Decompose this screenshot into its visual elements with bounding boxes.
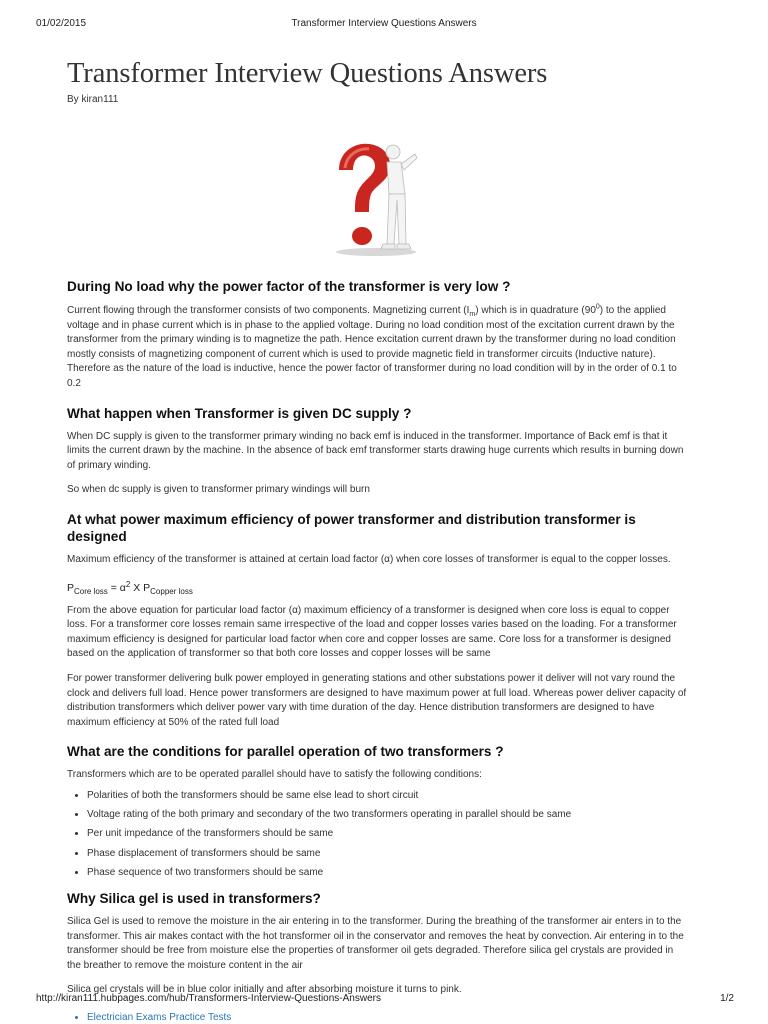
- paragraph: So when dc supply is given to transformer primary windings will burn: [67, 484, 370, 496]
- article: [67, 56, 687, 1023]
- section-heading: Why Silica gel is used in transformers?: [67, 891, 321, 907]
- section-heading: During No load why the power factor of the transformer is very low ?: [67, 279, 511, 294]
- section-parallel-operation: [67, 743, 687, 880]
- section-silica-gel: [67, 890, 687, 998]
- list-item: • Phase displacement of transformers should be same: [87, 847, 687, 861]
- section-power-factor: [67, 278, 687, 392]
- paragraph: Silica gel crystals will be in blue color initially and after absorbing moisture it turns to pink.: [67, 984, 462, 996]
- paragraph: From the above equation for particular load factor (α) maximum efficiency of a transformer is designed when core loss is equal to copper loss. For a transformer core losses remain same irrespective of the load and copper losses varies based on the loading. For a transformer maximum efficiency is designed for particular load factor when core and copper losses are same. Core loss for a transformer is designed based on the application of transformer so that both core losses and copper losses will be same: [67, 604, 677, 660]
- paragraph: For power transformer delivering bulk power employed in generating stations and other substations power it deliver will not vary round the clock and delivers full load. Hence power transformers are designed to have maximum power at full load. Whereas power deliver capacity of distribution transformers which deliver power vary with time duration of the day. Hence distribution transformers are designed to have maximum efficiency at 50% of the rated full load: [67, 672, 687, 728]
- paragraph: Silica Gel is used to remove the moisture in the air entering in to the transformer. During the breathing of the transformer air enters in to the transformer. This air makes contact with the hot transformer oil in the conservator and removes the heat by convection. Air entering in to the transformer should be free from moisture else the properties of transformer oil gets degraded. Therefore silica gel crystals are provided in the breather to remove the moisture content in the air: [67, 916, 684, 971]
- page-url: http://kiran111.hubpages.com/hub/Transformers-Interview-Questions-Answers: [36, 993, 381, 1004]
- byline: By kiran111: [67, 94, 119, 105]
- conditions-list: [67, 789, 687, 880]
- section-heading: At what power maximum efficiency of power transformer and distribution transformer is designed: [67, 511, 636, 544]
- electrician-exams-link[interactable]: Electrician Exams Practice Tests: [87, 1012, 232, 1024]
- paragraph: Transformers which are to be operated parallel should have to satisfy the following conditions:: [67, 769, 482, 781]
- section-heading: What are the conditions for parallel operation of two transformers ?: [67, 744, 504, 760]
- list-item: • Per unit impedance of the transformers should be same: [87, 827, 687, 841]
- list-item: • Polarities of both the transformers should be same else lead to short circuit: [87, 789, 687, 803]
- list-item: • Voltage rating of the both primary and secondary of the two transformers operating in parallel should be same: [87, 808, 687, 822]
- section-heading: What happen when Transformer is given DC supply ?: [67, 405, 412, 421]
- paragraph: Maximum efficiency of the transformer is attained at certain load factor (α) when core losses of transformer is equal to the copper losses.: [67, 553, 671, 565]
- hero-image: [67, 140, 687, 258]
- print-date: 01/02/2015: [36, 18, 87, 29]
- page-number: 1/2: [720, 993, 734, 1004]
- print-title: Transformer Interview Questions Answers: [291, 18, 477, 29]
- paragraph: When DC supply is given to the transformer primary winding no back emf is induced in the transformer. Importance of Back emf is that it limits the current drawn by the machine. In the absence of back emf transformer starts drawing huge currents which results in burning down of primary winding.: [67, 430, 684, 471]
- list-item: • Phase sequence of two transformers should be same: [87, 866, 687, 880]
- related-links: [67, 1012, 687, 1023]
- list-item: [87, 1012, 687, 1023]
- article-title: Transformer Interview Questions Answers: [67, 58, 548, 89]
- section-max-efficiency: [67, 511, 687, 730]
- question-mark-figure-icon: [331, 140, 421, 258]
- paragraph: Current flowing through the transformer consists of two components. Magnetizing current $(I_m)$ which is in quadrature $(90^0)$ to the applied voltage and in phase current which is in phase to the applied voltage. During no load condition most of the excitation current drawn by the transformer from the primary winding is to magnetize the path. Hence excitation current drawn by the transformer during no load condition mostly consists of magnetizing component of current which is used to provide magnetic field in transformer circuits (Inductive nature). Therefore as the nature of the load is inductive, hence the power factor of transformer during no load condition will by in the order of 0.1 to 0.2: [67, 303, 677, 389]
- efficiency-formula: $P_{Core loss} = \alpha^2$ X $P_{Copper loss}$: [67, 579, 193, 596]
- section-dc-supply: [67, 405, 687, 498]
